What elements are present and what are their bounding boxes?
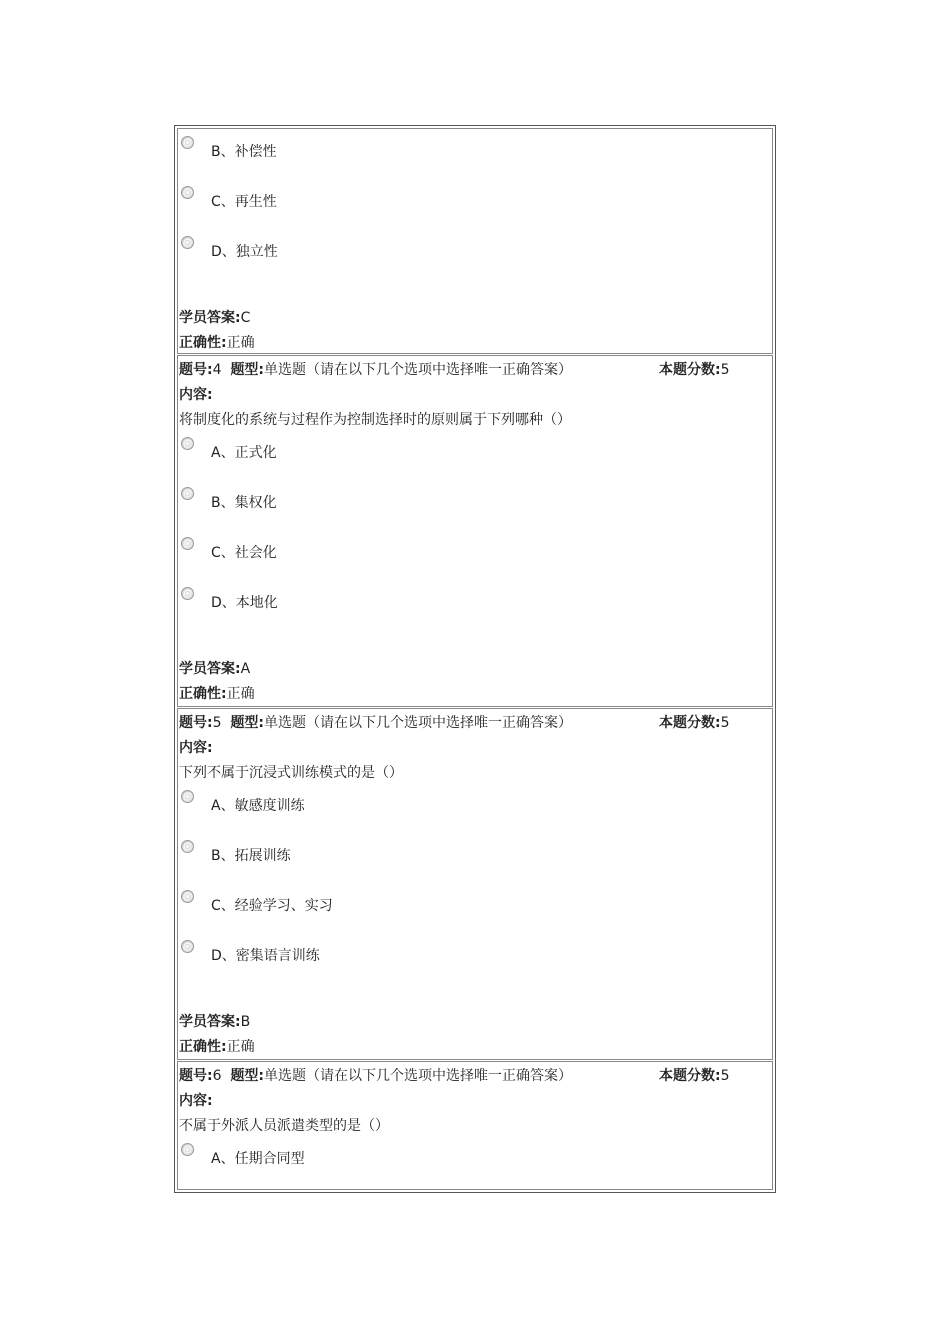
option-radio-a[interactable] bbox=[181, 437, 194, 450]
option-radio-c[interactable] bbox=[181, 890, 194, 903]
question-header: 题号:4 题型:单选题（请在以下几个选项中选择唯一正确答案） bbox=[179, 362, 573, 378]
question-4-block bbox=[177, 355, 773, 707]
option-label-c: C、经验学习、实习 bbox=[211, 898, 333, 914]
student-answer: 学员答案:C bbox=[179, 310, 251, 326]
option-label-a: A、任期合同型 bbox=[211, 1151, 305, 1167]
correctness: 正确性:正确 bbox=[179, 686, 255, 702]
option-label-b: B、补偿性 bbox=[211, 144, 277, 160]
option-radio-b[interactable] bbox=[181, 487, 194, 500]
quiz-review-frame bbox=[174, 125, 776, 1193]
question-text: 下列不属于沉浸式训练模式的是（） bbox=[179, 765, 403, 781]
option-label-b: B、拓展训练 bbox=[211, 848, 291, 864]
option-radio-a[interactable] bbox=[181, 790, 194, 803]
option-radio-d[interactable] bbox=[181, 587, 194, 600]
option-radio-c[interactable] bbox=[181, 186, 194, 199]
option-radio-d[interactable] bbox=[181, 940, 194, 953]
option-label-c: C、社会化 bbox=[211, 545, 277, 561]
option-label-d: D、密集语言训练 bbox=[211, 948, 320, 964]
option-label-b: B、集权化 bbox=[211, 495, 277, 511]
question-score: 本题分数:5 bbox=[659, 362, 730, 378]
question-score: 本题分数:5 bbox=[659, 715, 730, 731]
question-3-block bbox=[177, 128, 773, 354]
question-text: 将制度化的系统与过程作为控制选择时的原则属于下列哪种（） bbox=[179, 412, 571, 428]
option-label-d: D、独立性 bbox=[211, 244, 278, 260]
content-label: 内容: bbox=[179, 740, 213, 756]
option-label-c: C、再生性 bbox=[211, 194, 277, 210]
question-header: 题号:5 题型:单选题（请在以下几个选项中选择唯一正确答案） bbox=[179, 715, 573, 731]
question-header: 题号:6 题型:单选题（请在以下几个选项中选择唯一正确答案） bbox=[179, 1068, 573, 1084]
correctness: 正确性:正确 bbox=[179, 1039, 255, 1055]
content-label: 内容: bbox=[179, 387, 213, 403]
correctness: 正确性:正确 bbox=[179, 335, 255, 351]
question-text: 不属于外派人员派遣类型的是（） bbox=[179, 1118, 389, 1134]
option-radio-a[interactable] bbox=[181, 1143, 194, 1156]
option-label-a: A、正式化 bbox=[211, 445, 277, 461]
content-label: 内容: bbox=[179, 1093, 213, 1109]
option-label-a: A、敏感度训练 bbox=[211, 798, 305, 814]
option-label-d: D、本地化 bbox=[211, 595, 278, 611]
option-radio-b[interactable] bbox=[181, 840, 194, 853]
question-score: 本题分数:5 bbox=[659, 1068, 730, 1084]
question-5-block bbox=[177, 708, 773, 1060]
option-radio-c[interactable] bbox=[181, 537, 194, 550]
option-radio-b[interactable] bbox=[181, 136, 194, 149]
option-radio-d[interactable] bbox=[181, 236, 194, 249]
question-6-block bbox=[177, 1061, 773, 1190]
student-answer: 学员答案:B bbox=[179, 1014, 251, 1030]
student-answer: 学员答案:A bbox=[179, 661, 251, 677]
